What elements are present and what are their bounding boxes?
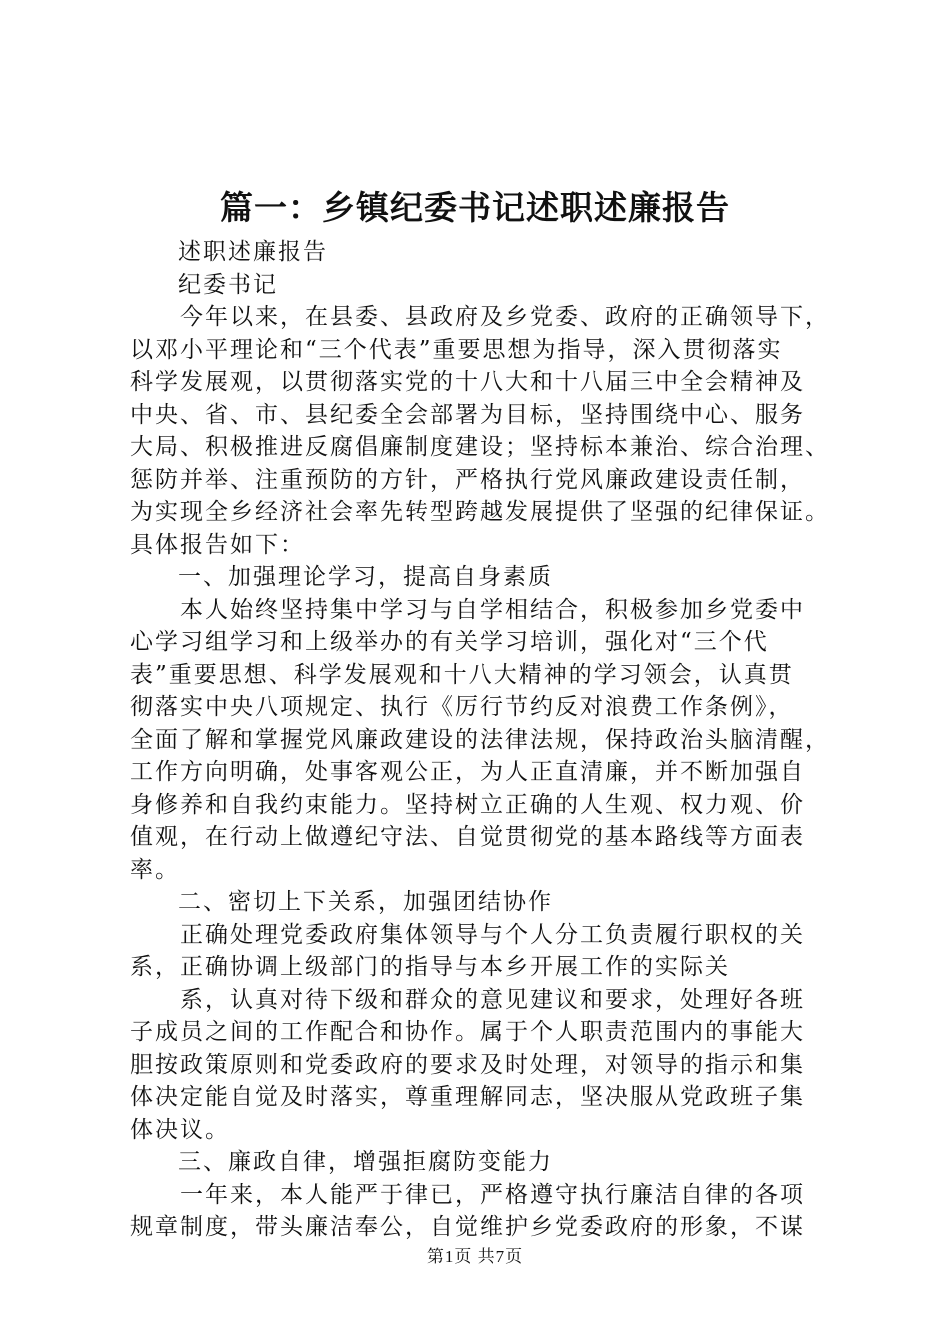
text-line: 中央、省、市、县纪委全会部署为目标，坚持围绕中心、服务 [130,401,805,428]
text-line: 工作方向明确，处事客观公正，为人正直清廉，并不断加强自 [130,759,805,785]
text-line: 心学习组学习和上级举办的有关学习培训，强化对“三个代 [130,629,769,655]
text-line: 一年来，本人能严于律已，严格遵守执行廉洁自律的各项 [180,1181,805,1208]
text-line: 身修养和自我约束能力。坚持树立正确的人生观、权力观、价 [130,791,805,818]
text-line: 正确处理党委政府集体领导与个人分工负责履行职权的关 [180,921,805,948]
text-line: 今年以来，在县委、县政府及乡党委、政府的正确领导下， [180,304,830,330]
text-line: 体决议。 [130,1116,230,1143]
text-line: 大局、积极推进反腐倡廉制度建设；坚持标本兼治、综合治理、 [130,434,830,460]
text-line: 为实现全乡经济社会率先转型跨越发展提供了坚强的纪律保证。 [130,499,830,525]
text-line: 本人始终坚持集中学习与自学相结合，积极参加乡党委中 [180,596,805,623]
document-title: 篇一：乡镇纪委书记述职述廉报告 [220,188,730,227]
page-footer: 第1页 共7页 [426,1247,524,1266]
text-line: 三、廉政自律，增强拒腐防变能力 [178,1149,553,1175]
text-line: 纪委书记 [178,271,278,298]
text-line: 系，正确协调上级部门的指导与本乡开展工作的实际关 [130,954,730,980]
text-line: 二、密切上下关系，加强团结协作 [178,889,553,915]
text-line: 率。 [130,856,180,883]
text-line: 科学发展观，以贯彻落实党的十八大和十八届三中全会精神及 [130,369,805,395]
text-line: 子成员之间的工作配合和协作。属于个人职责范围内的事能大 [130,1019,805,1045]
text-line: 全面了解和掌握党风廉政建设的法律法规，保持政治头脑清醒， [130,726,830,753]
document-body [130,236,855,1244]
text-line: 表”重要思想、科学发展观和十八大精神的学习领会，认真贯 [130,661,794,688]
text-line: 彻落实中央八项规定、执行《厉行节约反对浪费工作条例》， [130,694,794,720]
text-line: 惩防并举、注重预防的方针，严格执行党风廉政建设责任制， [130,466,805,493]
text-line: 以邓小平理论和“三个代表”重要思想为指导，深入贯彻落实 [130,336,783,363]
text-line: 胆按政策原则和党委政府的要求及时处理，对领导的指示和集 [130,1051,805,1078]
text-line: 述职述廉报告 [178,239,328,265]
text-line: 一、加强理论学习，提高自身素质 [178,564,553,590]
text-line: 规章制度，带头廉洁奉公，自觉维护乡党委政府的形象，不谋 [130,1214,805,1240]
text-line: 值观，在行动上做遵纪守法、自觉贯彻党的基本路线等方面表 [130,824,805,850]
text-line: 系，认真对待下级和群众的意见建议和要求，处理好各班 [180,986,805,1013]
text-line: 具体报告如下： [130,531,305,558]
text-line: 体决定能自觉及时落实，尊重理解同志，坚决服从党政班子集 [130,1084,805,1110]
